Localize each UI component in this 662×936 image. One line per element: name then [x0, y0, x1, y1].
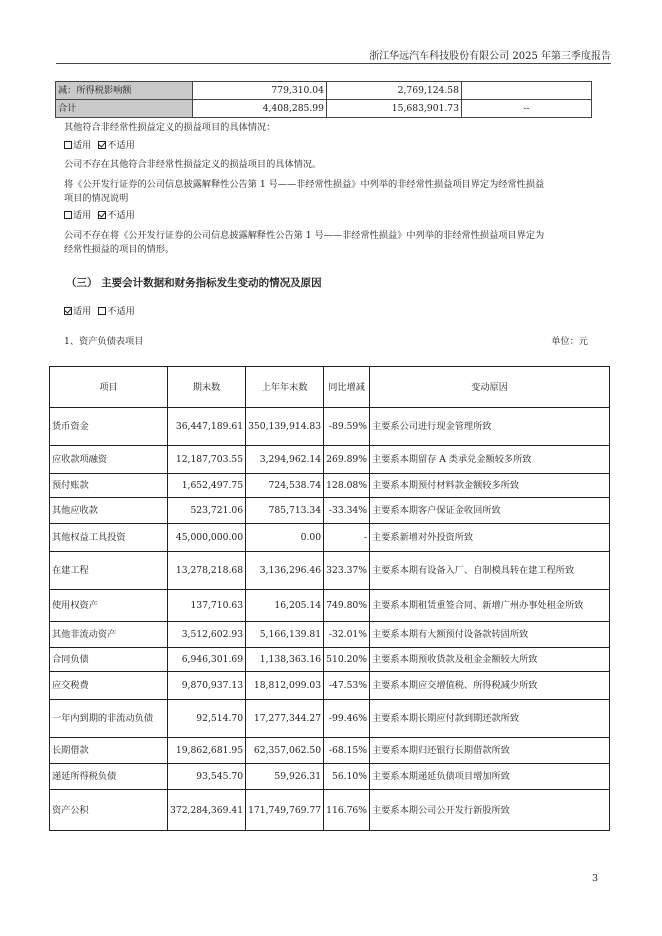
row-label: 减：所得税影响额: [56, 82, 193, 100]
cell-prev: 0.00: [246, 524, 324, 552]
cell-change: -68.15%: [324, 738, 370, 764]
cell-reason: 主要系本期递延负债项目增加所致: [370, 764, 610, 790]
cell-item: 合同负债: [50, 648, 168, 672]
col-header-prev: 上年年末数: [246, 367, 324, 408]
option-not-apply: 不适用: [107, 210, 135, 221]
cell-prev: 3,136,296.46: [246, 552, 324, 590]
cell-change: -33.34%: [324, 498, 370, 524]
table-row: [56, 82, 592, 100]
cell-item: 其他应收款: [50, 498, 168, 524]
option-apply: 适用: [73, 140, 92, 151]
cell-item: 递延所得税负债: [50, 764, 168, 790]
cell-change: -99.46%: [324, 700, 370, 738]
cell-end: 6,946,301.69: [168, 648, 246, 672]
cell-end: 92,514.70: [168, 700, 246, 738]
cell-reason: 主要系本期客户保证金收回所致: [370, 498, 610, 524]
note-cell: --: [462, 100, 592, 118]
table-row: [50, 738, 610, 764]
option-apply: 适用: [73, 306, 92, 317]
table-row: [50, 590, 610, 622]
col-header-change: 同比增减: [324, 367, 370, 408]
table-row: [50, 700, 610, 738]
cell-reason: 主要系本期预收货款及租金金额较大所致: [370, 648, 610, 672]
table-row: [50, 498, 610, 524]
col-header-reason: 变动原因: [370, 367, 610, 408]
cell-end: 19,862,681.95: [168, 738, 246, 764]
ytd-value: 15,683,901.73: [327, 100, 462, 118]
cell-change: 510.20%: [324, 648, 370, 672]
option-not-apply: 不适用: [107, 140, 135, 151]
applicability-choice-3: [64, 304, 135, 320]
unit-label: 单位：元: [551, 336, 588, 347]
cell-prev: 17,277,344.27: [246, 700, 324, 738]
cell-end: 523,721.06: [168, 498, 246, 524]
page-number: 3: [592, 873, 599, 884]
cell-end: 12,187,703.55: [168, 446, 246, 474]
cell-reason: 主要系本期归还银行长期借款所致: [370, 738, 610, 764]
cell-end: 93,545.70: [168, 764, 246, 790]
cell-end: 45,000,000.00: [168, 524, 246, 552]
cell-item: 应收款项融资: [50, 446, 168, 474]
table-row: [50, 790, 610, 831]
table-row: [50, 622, 610, 648]
checkbox-unchecked-icon: [98, 307, 106, 315]
cell-change: 128.08%: [324, 474, 370, 498]
cell-item: 长期借款: [50, 738, 168, 764]
cell-prev: 171,749,769.77: [246, 790, 324, 831]
cell-end: 372,284,369.41: [168, 790, 246, 831]
cell-change: -32.01%: [324, 622, 370, 648]
page-header-title: 浙江华远汽车科技股份有限公司 2025 年第三季度报告: [369, 51, 611, 62]
paragraph-no-other-items: 公司不存在其他符合非经常性损益定义的损益项目的具体情况。: [64, 159, 322, 170]
cell-reason: 主要系本期租赁重签合同、新增广州办事处租金所致: [370, 590, 610, 622]
table-row: [50, 408, 610, 446]
checkbox-checked-icon: [64, 307, 72, 315]
cell-change: 56.10%: [324, 764, 370, 790]
cell-change: -: [324, 524, 370, 552]
cell-prev: 724,538.74: [246, 474, 324, 498]
cell-reason: 主要系新增对外投资所致: [370, 524, 610, 552]
current-period-value: 779,310.04: [193, 82, 327, 100]
cell-reason: 主要系公司进行现金管理所致: [370, 408, 610, 446]
ytd-value: 2,769,124.58: [327, 82, 462, 100]
applicability-choice-2: [64, 208, 135, 224]
cell-prev: 1,138,363.16: [246, 648, 324, 672]
cell-change: -89.59%: [324, 408, 370, 446]
table-row: [50, 474, 610, 498]
table-row: [56, 100, 592, 118]
option-not-apply: 不适用: [107, 306, 135, 317]
cell-change: 269.89%: [324, 446, 370, 474]
option-apply: 适用: [73, 210, 92, 221]
table-row: [50, 672, 610, 700]
cell-item: 使用权资产: [50, 590, 168, 622]
cell-prev: 16,205.14: [246, 590, 324, 622]
cell-item: 应交税费: [50, 672, 168, 700]
table-row: [50, 446, 610, 474]
nonrecurring-summary-table: [55, 81, 592, 118]
table-row: [50, 764, 610, 790]
cell-prev: 62,357,062.50: [246, 738, 324, 764]
table-row: [50, 552, 610, 590]
cell-end: 13,278,218.68: [168, 552, 246, 590]
cell-item: 其他权益工具投资: [50, 524, 168, 552]
cell-change: 116.76%: [324, 790, 370, 831]
cell-change: 323.37%: [324, 552, 370, 590]
paragraph-reclass-line2: 项目的情况说明: [64, 193, 129, 204]
cell-item: 在建工程: [50, 552, 168, 590]
cell-reason: 主要系本期有设备入厂、自制模具转在建工程所致: [370, 552, 610, 590]
section-heading: （三） 主要会计数据和财务指标发生变动的情况及原因: [66, 277, 322, 289]
current-period-value: 4,408,285.99: [193, 100, 327, 118]
note-cell: [462, 82, 592, 100]
balance-sheet-subtitle: 1、资产负债表项目: [64, 336, 144, 347]
cell-prev: 3,294,962.14: [246, 446, 324, 474]
cell-item: 预付账款: [50, 474, 168, 498]
table-row: [50, 648, 610, 672]
cell-end: 3,512,602.93: [168, 622, 246, 648]
table-header-row: [50, 367, 610, 408]
cell-prev: 785,713.34: [246, 498, 324, 524]
cell-prev: 350,139,914.83: [246, 408, 324, 446]
cell-item: 货币资金: [50, 408, 168, 446]
paragraph-no-reclass-line1: 公司不存在将《公开发行证券的公司信息披露解释性公告第 1 号——非经常性损益》中列举的非经常性损益项目界定为: [64, 230, 545, 241]
header-divider: [56, 63, 611, 64]
cell-prev: 59,926.31: [246, 764, 324, 790]
cell-reason: 主要系本期应交增值税、所得税减少所致: [370, 672, 610, 700]
cell-end: 1,652,497.75: [168, 474, 246, 498]
cell-reason: 主要系本期长期应付款到期还款所致: [370, 700, 610, 738]
checkbox-checked-icon: [98, 211, 106, 219]
checkbox-unchecked-icon: [64, 141, 72, 149]
cell-item: 一年内到期的非流动负债: [50, 700, 168, 738]
applicability-choice-1: [64, 138, 135, 154]
checkbox-checked-icon: [98, 141, 106, 149]
cell-reason: 主要系本期公司公开发行新股所致: [370, 790, 610, 831]
paragraph-reclass-line1: 将《公开发行证券的公司信息披露解释性公告第 1 号——非经常性损益》中列举的非经常性损益项目界定为经常性损益: [64, 179, 545, 190]
cell-reason: 主要系本期预付材料款金额较多所致: [370, 474, 610, 498]
cell-reason: 主要系本期有大额预付设备款转固所致: [370, 622, 610, 648]
cell-change: -47.53%: [324, 672, 370, 700]
cell-prev: 5,166,139.81: [246, 622, 324, 648]
col-header-end: 期末数: [168, 367, 246, 408]
cell-end: 137,710.63: [168, 590, 246, 622]
cell-end: 9,870,937.13: [168, 672, 246, 700]
cell-change: 749.80%: [324, 590, 370, 622]
cell-prev: 18,812,099.03: [246, 672, 324, 700]
paragraph-no-reclass-line2: 经常性损益的项目的情形。: [64, 244, 175, 255]
balance-sheet-change-table: [49, 366, 610, 831]
paragraph-other-items: 其他符合非经常性损益定义的损益项目的具体情况：: [64, 122, 276, 133]
cell-item: 其他非流动资产: [50, 622, 168, 648]
cell-item: 资产公积: [50, 790, 168, 831]
checkbox-unchecked-icon: [64, 211, 72, 219]
col-header-item: 项目: [50, 367, 168, 408]
table-row: [50, 524, 610, 552]
cell-reason: 主要系本期留存 A 类承兑金额较多所致: [370, 446, 610, 474]
row-label: 合计: [56, 100, 193, 118]
cell-end: 36,447,189.61: [168, 408, 246, 446]
